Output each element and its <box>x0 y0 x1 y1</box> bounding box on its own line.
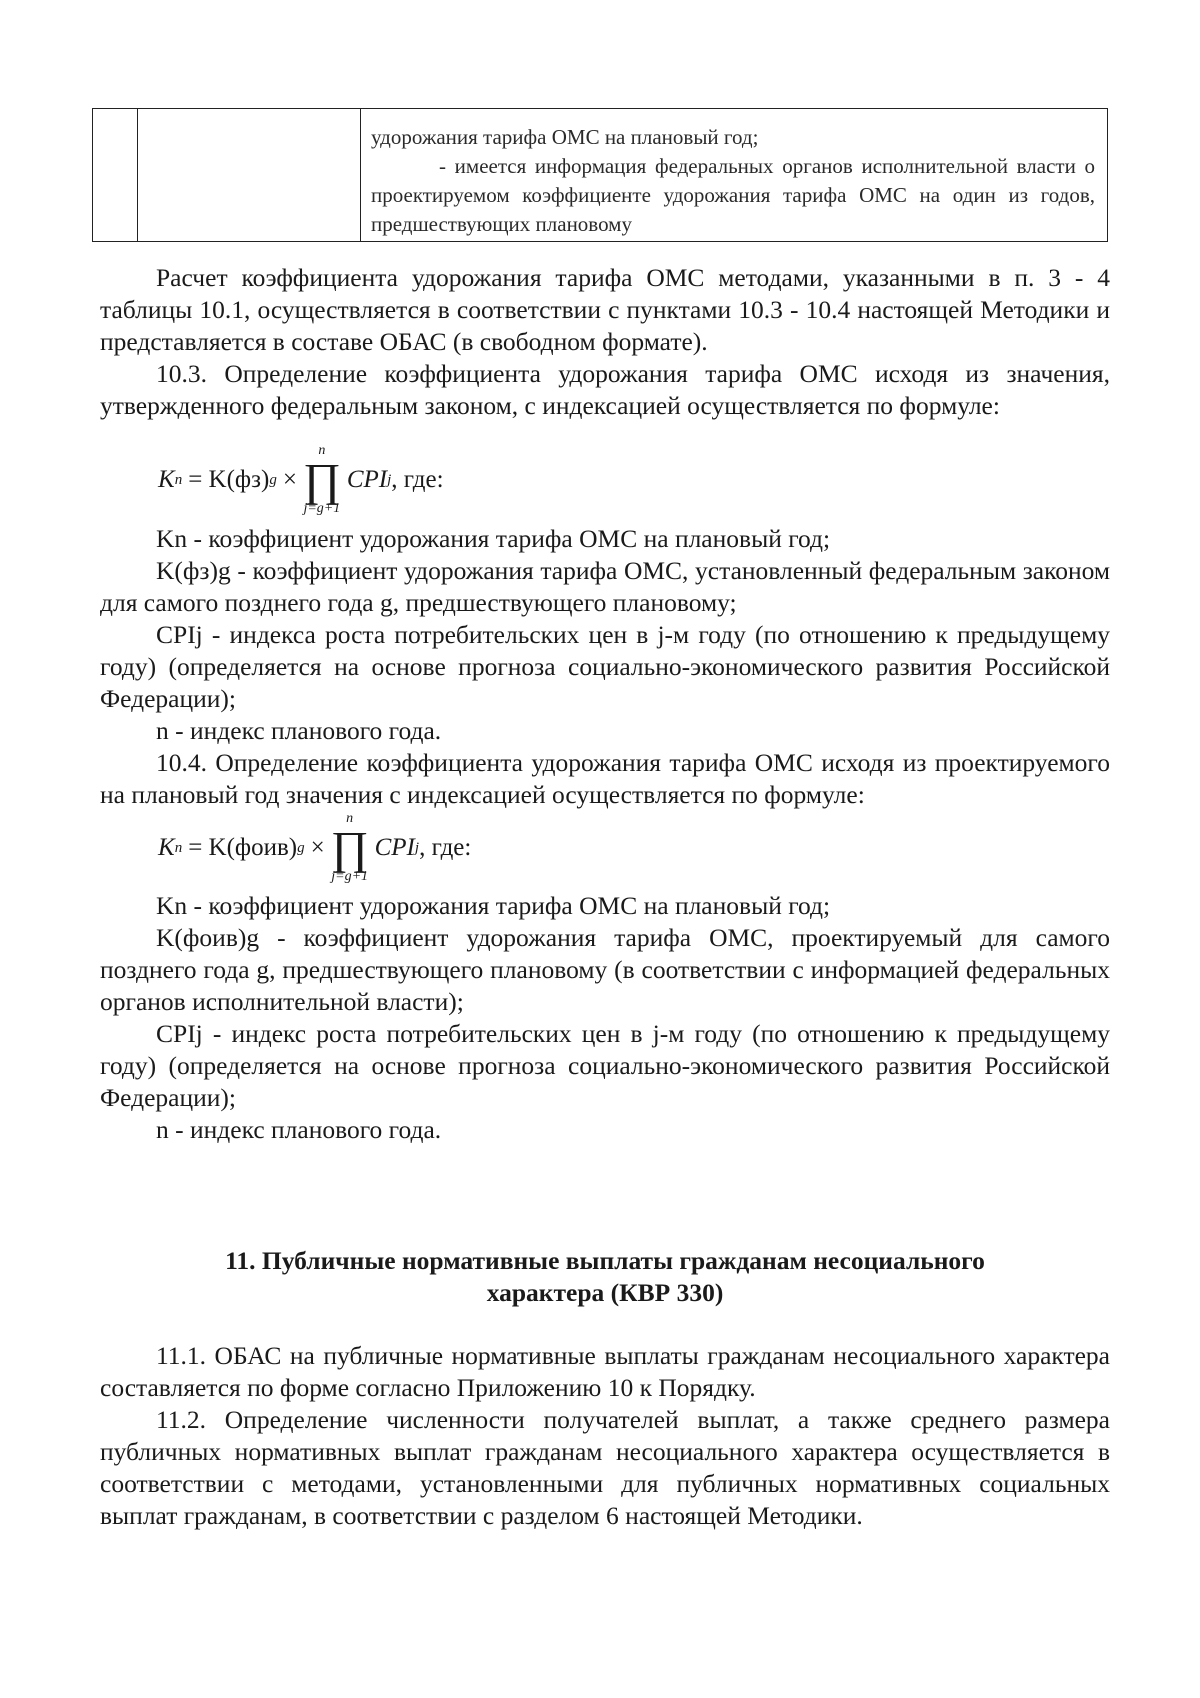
table-cell-method <box>138 109 361 241</box>
formula-cpi: CPI <box>346 466 388 493</box>
section-11-heading <box>100 1245 1110 1309</box>
formula-rhs-k: = K(фз) <box>188 466 270 493</box>
paragraph-11-1: 11.1. ОБАС на публичные нормативные выплаты гражданам несоциального характера составляется по форме согласно Приложению 10 к Порядку. <box>100 1341 1110 1402</box>
product-operator <box>331 812 369 884</box>
formula-times: × <box>310 834 325 861</box>
table-cell-condition <box>361 109 1107 241</box>
formula-1 <box>158 440 444 520</box>
heading-line: 11. Публичные нормативные выплаты гражданам несоциального <box>225 1246 985 1275</box>
product-upper: n <box>346 811 354 826</box>
product-lower: j=g+1 <box>331 869 369 884</box>
table-cell-number <box>93 109 138 241</box>
formula-tail: , где: <box>419 834 472 861</box>
product-symbol: ∏ <box>330 822 369 873</box>
product-symbol: ∏ <box>302 454 341 505</box>
section-10-text-a <box>100 262 1110 422</box>
definition-item: CPIj - индекс роста потребительских цен в j-м году (по отношению к предыдущему году) (определяется на основе прогноза социально-экономического развития Российской Федерации); <box>100 1019 1110 1112</box>
formula-k-sub: g <box>269 471 277 488</box>
definitions-2 <box>100 890 1110 1146</box>
table-line: - имеется информация федеральных органов исполнительной власти о проектируемом коэффициенте удорожания тарифа ОМС на один из годов, предшествующих плановому <box>371 154 1095 236</box>
definition-item: Kn - коэффициент удорожания тарифа ОМС на плановый год; <box>156 524 831 553</box>
table-line: удорожания тарифа ОМС на плановый год; <box>371 125 759 149</box>
formula-cpi-sub: j <box>387 471 392 488</box>
product-operator <box>303 444 341 516</box>
formula-lhs-sub: n <box>174 839 183 856</box>
paragraph-10-3: 10.3. Определение коэффициента удорожания тарифа ОМС исходя из значения, утвержденного федеральным законом, с индексацией осуществляется по формуле: <box>100 359 1110 420</box>
formula-lhs: K <box>158 834 175 861</box>
definition-item: Kn - коэффициент удорожания тарифа ОМС на плановый год; <box>156 891 831 920</box>
formula-tail: , где: <box>391 466 444 493</box>
definitions-1 <box>100 523 1110 811</box>
definition-item: n - индекс планового года. <box>156 1115 442 1144</box>
formula-times: × <box>282 466 297 493</box>
formula-lhs: K <box>158 466 175 493</box>
formula-2 <box>158 808 471 888</box>
formula-cpi-sub: j <box>414 839 420 856</box>
formula-rhs-k: = K(фоив) <box>188 834 298 861</box>
paragraph-intro: Расчет коэффициента удорожания тарифа ОМС методами, указанными в п. 3 - 4 таблицы 10.1, осуществляется в соответствии с пунктами 10.3 - 10.4 настоящей Методики и представляется в составе ОБАС (в свободном формате). <box>100 263 1110 356</box>
product-upper: n <box>318 443 326 458</box>
heading-line: характера (КВР 330) <box>486 1278 724 1307</box>
product-lower: j=g+1 <box>303 501 341 516</box>
section-11-text <box>100 1340 1110 1532</box>
definition-item: K(фоив)g - коэффициент удорожания тарифа ОМС, проектируемый для самого позднего года g, предшествующего плановому (в соответствии с информацией федеральных органов исполнительной власти); <box>100 923 1110 1016</box>
formula-k-sub: g <box>297 839 305 856</box>
definition-item: CPIj - индекса роста потребительских цен в j-м году (по отношению к предыдущему году) (определяется на основе прогноза социально-экономического развития Российской Федерации); <box>100 620 1110 713</box>
definition-item: n - индекс планового года. <box>156 716 442 745</box>
paragraph-11-2: 11.2. Определение численности получателей выплат, а также среднего размера публичных нормативных выплат гражданам несоциального характера осуществляется в соответствии с методами, установленными для публичных нормативных социальных выплат гражданам, в соответствии с разделом 6 настоящей Методики. <box>100 1405 1110 1530</box>
formula-lhs-sub: n <box>174 471 183 488</box>
definition-item: K(фз)g - коэффициент удорожания тарифа ОМС, установленный федеральным законом для самого позднего года g, предшествующего плановому; <box>100 556 1110 617</box>
table-fragment <box>92 108 1108 242</box>
paragraph-10-4: 10.4. Определение коэффициента удорожания тарифа ОМС исходя из проектируемого на плановый год значения с индексацией осуществляется по формуле: <box>100 748 1110 809</box>
formula-cpi: CPI <box>374 834 415 861</box>
